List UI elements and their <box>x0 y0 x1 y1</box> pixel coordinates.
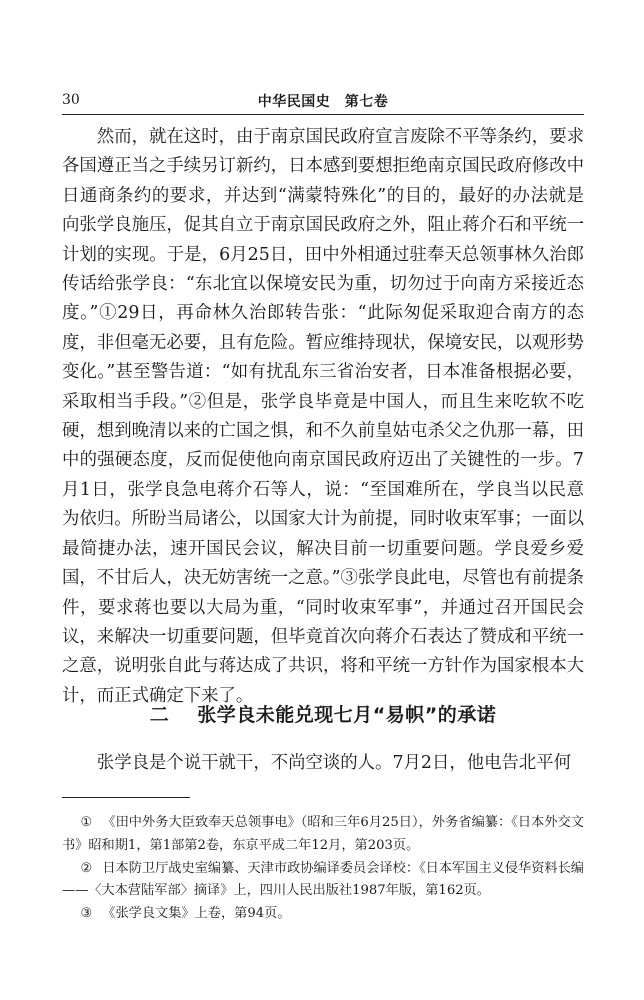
section-number: 二 <box>149 704 170 726</box>
footnote <box>62 903 584 926</box>
footnote <box>62 858 584 904</box>
footnotes <box>62 812 584 926</box>
running-title: 中华民国史 第七卷 <box>257 94 389 110</box>
section-title: 张学良未能兑现七月“易帜”的承诺 <box>197 704 497 726</box>
section-heading <box>62 700 584 727</box>
footnote-text: 《田中外务大臣致奉天总领事电》（昭和三年6月25日），外务省编纂：《日本外交文书》昭和期1，第1部第2卷，东京平成二年12月，第203页。 <box>62 815 584 853</box>
footnote-text: 日本防卫厅战史室编纂、天津市政协编译委员会译校：《日本军国主义侵华资料长编——〈大本营陆军部〉摘译》上，四川人民出版社1987年版，第162页。 <box>62 860 584 899</box>
page-number: 30 <box>62 92 80 108</box>
footnote-divider <box>62 797 190 798</box>
footnote-marker: ② <box>80 860 93 876</box>
footnote-marker: ① <box>80 815 93 830</box>
footnote-text: 《张学良文集》上卷，第94页。 <box>102 906 291 922</box>
body-paragraph-continued: 张学良是个说干就干，不尚空谈的人。7月2日，他电告北平何 <box>96 753 572 773</box>
footnote <box>62 812 584 858</box>
footnote-marker: ③ <box>80 906 93 922</box>
body-paragraph: 然而，就在这时，由于南京国民政府宣言废除不平等条约，要求各国遵正当之手续另订新约，日本感到要想拒绝南京国民政府修改中日通商条约的要求，并达到“满蒙特殊化”的目的，最好的办法就是向张学良施压，促其自立于南京国民政府之外，阻止蒋介石和平统一计划的实现。于是，6月25日，田中外相通过驻奉天总领事林久治郎传话给张学良：“东北宜以保境安民为重，切勿过于向南方采接近态度。”①29日，再命林久治郎转告张：“此际匆促采取迎合南方的态度，非但毫无必要，且有危险。暂应维持现状，保境安民，以观形势变化。”甚至警告道：“如有扰乱东三省治安者，日本准备根据必要，采取相当手段。”②但是，张学良毕竟是中国人，而且生来吃软不吃硬，想到晚清以来的亡国之惧，和不久前皇姑屯杀父之仇那一幕，田中的强硬态度，反而促使他向南京国民政府迈出了关键性的一步。7月1日，张学良急电蒋介石等人，说：“至国难所在，学良当以民意为依归。所盼当局诸公，以国家大计为前提，同时收束军事；一面以最简捷办法，速开国民会议，解决目前一切重要问题。学良爱乡爱国，不甘后人，决无妨害统一之意。”③张学良此电，尽管也有前提条件，要求蒋也要以大局为重，“同时收束军事”，并通过召开国民会议，来解决一切重要问题，但毕竟首次向蒋介石表达了赞成和平统一之意，说明张自此与蒋达成了共识，将和平统一方针作为国家根本大计，而正式确定下来了。 <box>62 127 584 706</box>
page-header <box>62 90 584 115</box>
